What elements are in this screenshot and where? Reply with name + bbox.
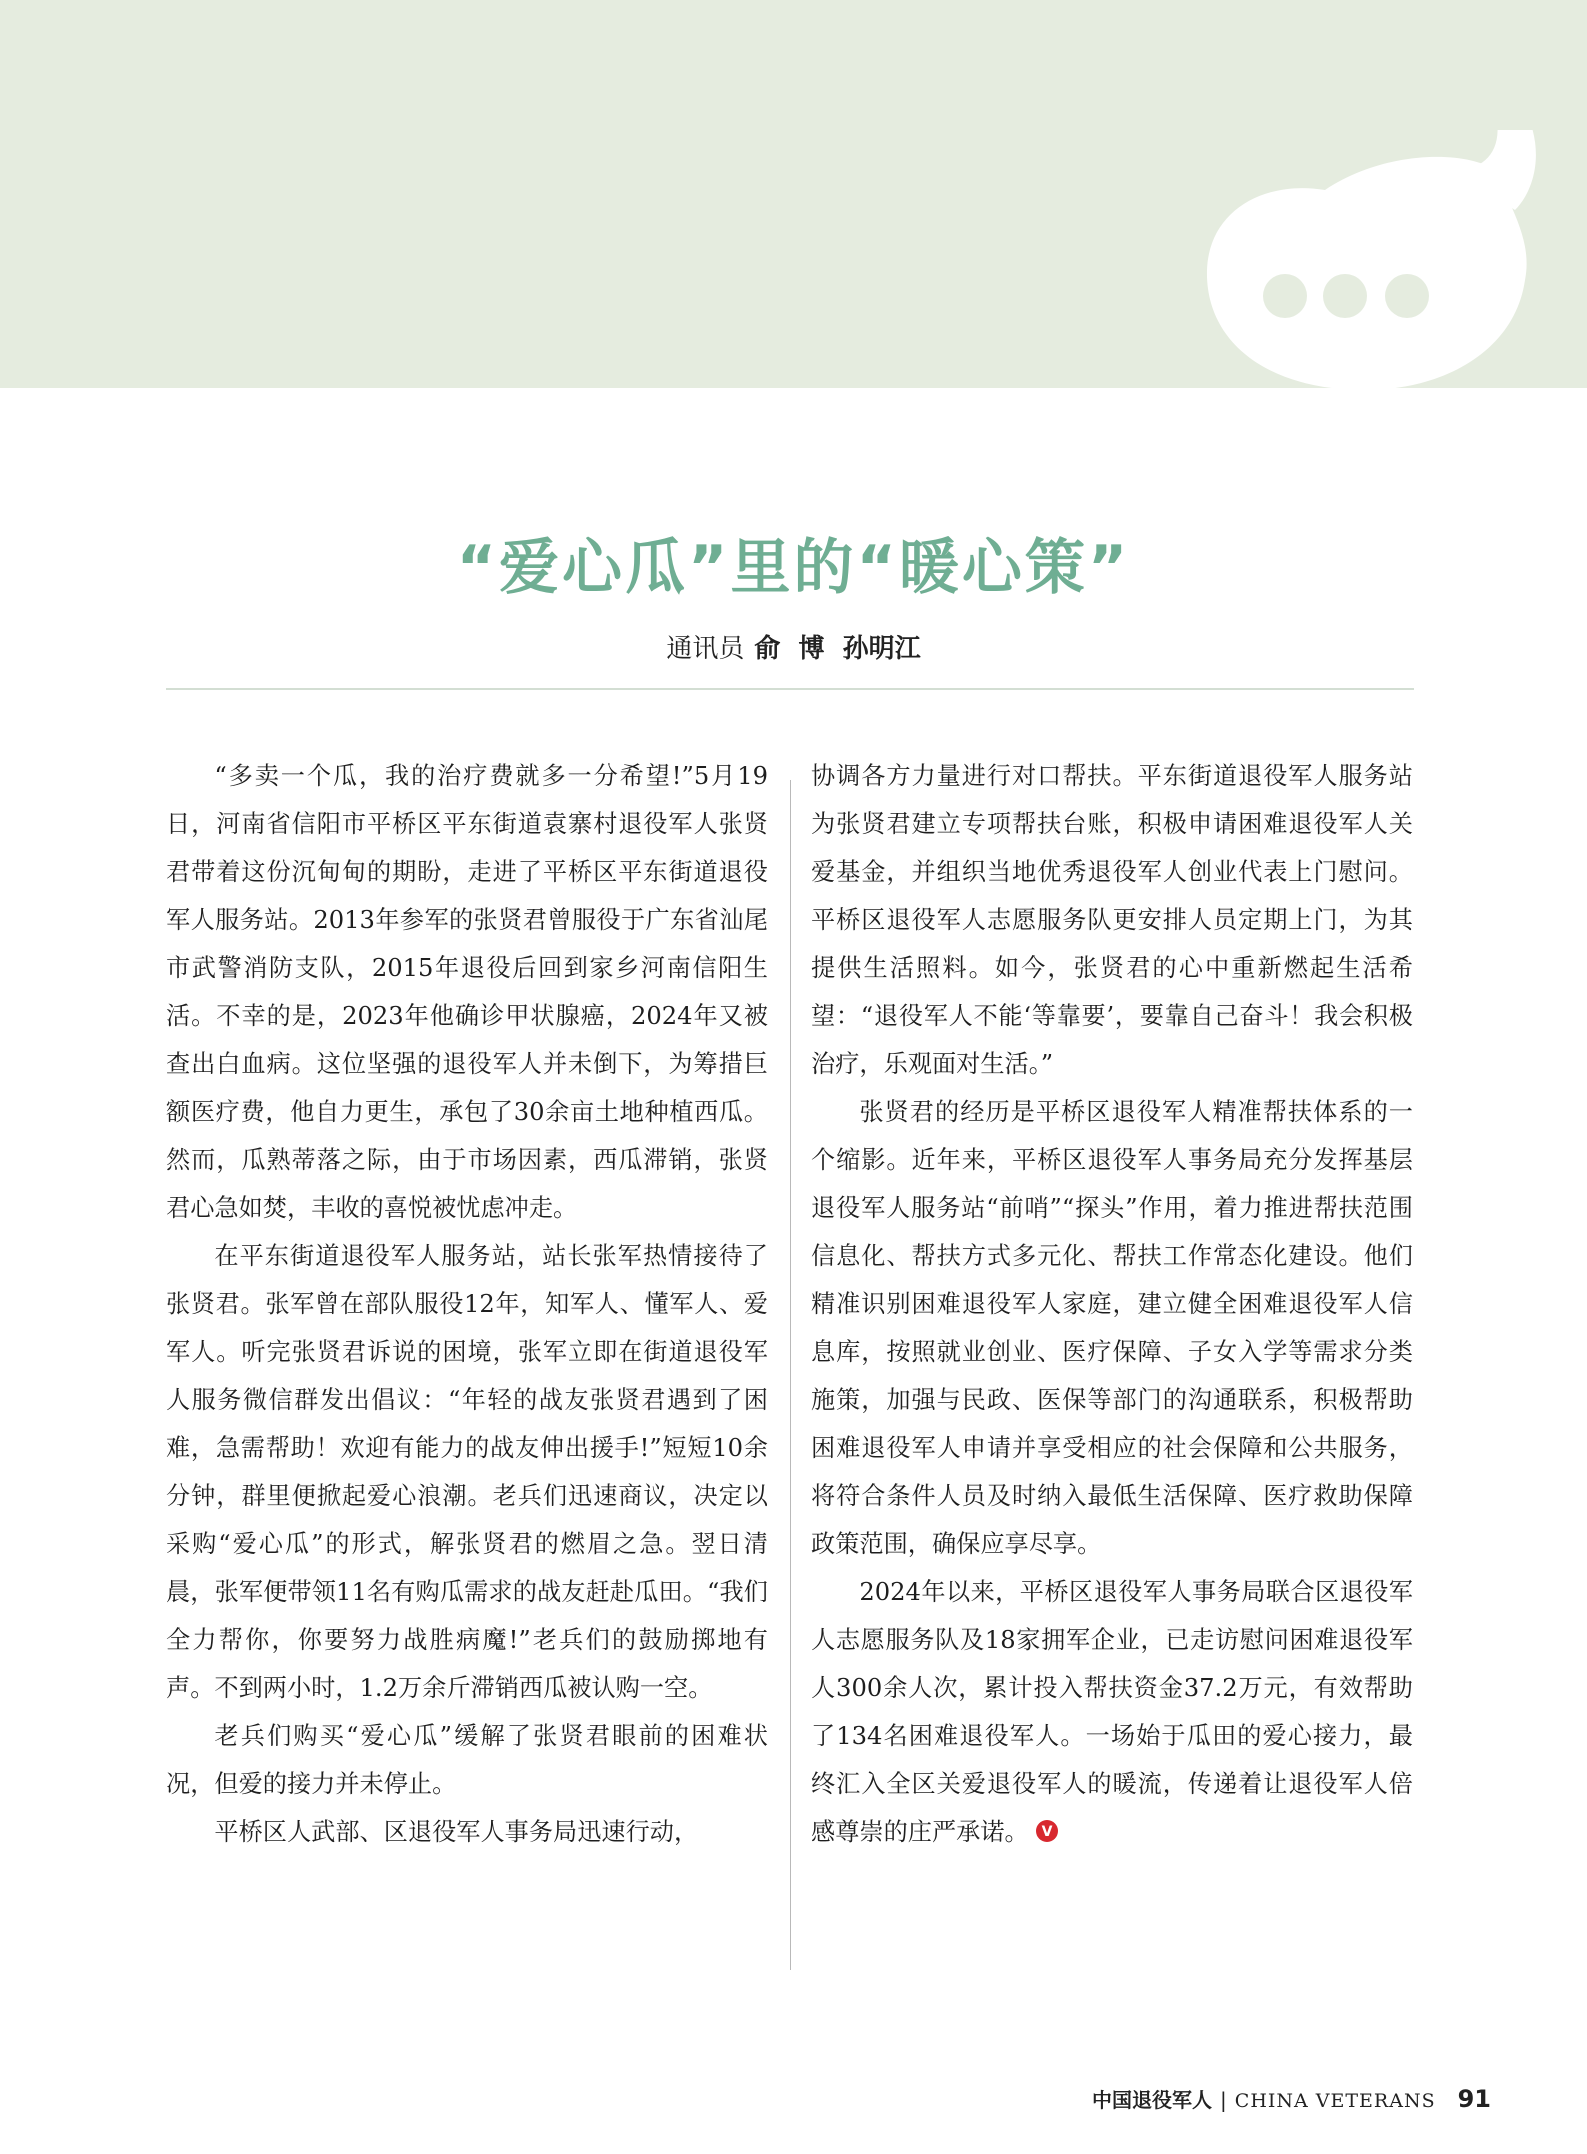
paragraph: 平桥区人武部、区退役军人事务局迅速行动， (214, 1818, 699, 1846)
title-divider (166, 688, 1414, 690)
end-mark-icon (1035, 1819, 1059, 1843)
byline (0, 628, 1587, 665)
paragraph: 老兵们购买“爱心瓜”缓解了张贤君眼前的困难状况，但爱的接力并未停止。 (166, 1722, 768, 1798)
article-title: “爱心瓜”里的“暖心策” (456, 533, 1131, 603)
magazine-name-cn: 中国退役军人 (1092, 2088, 1213, 2112)
paragraph (811, 1568, 1413, 1856)
paragraph: “多卖一个瓜，我的治疗费就多一分希望!”5月19日，河南省信阳市平桥区平东街道袁寨村退役军人张贤君带着这份沉甸甸的期盼，走进了平桥区平东街道退役军人服务站。2013年参军的张贤君曾服役于广东省汕尾市武警消防支队，2015年退役后回到家乡河南信阳生活。不幸的是，2023年他确诊甲状腺癌，2024年又被查出白血病。这位坚强的退役军人并未倒下，为筹措巨额医疗费，他自力更生，承包了30余亩土地种植西瓜。然而，瓜熟蒂落之际，由于市场因素，西瓜滞销，张贤君心急如焚，丰收的喜悦被忧虑冲走。 (166, 762, 768, 1222)
paragraph-continued: 协调各方力量进行对口帮扶。平东街道退役军人服务站为张贤君建立专项帮扶台账，积极申请困难退役军人关爱基金，并组织当地优秀退役军人创业代表上门慰问。平桥区退役军人志愿服务队更安排人员定期上门，为其提供生活照料。如今，张贤君的心中重新燃起生活希望：“退役军人不能‘等靠要’，要靠自己奋斗！我会积极治疗，乐观面对生活。” (811, 762, 1413, 1078)
header-banner (0, 0, 1587, 388)
page-number: 91 (1457, 2085, 1491, 2113)
end-mark-glyph: V (1041, 1824, 1053, 1840)
paragraph: 在平东街道退役军人服务站，站长张军热情接待了张贤君。张军曾在部队服役12年，知军人、懂军人、爱军人。听完张贤君诉说的困境，张军立即在街道退役军人服务微信群发出倡议：“年轻的战友张贤君遇到了困难，急需帮助！欢迎有能力的战友伸出援手!”短短10余分钟，群里便掀起爱心浪潮。老兵们迅速商议，决定以采购“爱心瓜”的形式，解张贤君的燃眉之急。翌日清晨，张军便带领11名有购瓜需求的战友赶赴瓜田。“我们全力帮你，你要努力战胜病魔!”老兵们的鼓励掷地有声。不到两小时，1.2万余斤滞销西瓜被认购一空。 (166, 1242, 768, 1702)
footer-separator: | (1220, 2088, 1227, 2112)
paragraph: 张贤君的经历是平桥区退役军人精准帮扶体系的一个缩影。近年来，平桥区退役军人事务局充分发挥基层退役军人服务站“前哨”“探头”作用，着力推进帮扶范围信息化、帮扶方式多元化、帮扶工作常态化建设。他们精准识别困难退役军人家庭，建立健全困难退役军人信息库，按照就业创业、医疗保障、子女入学等需求分类施策，加强与民政、医保等部门的沟通联系，积极帮助困难退役军人申请并享受相应的社会保障和公共服务，将符合条件人员及时纳入最低生活保障、医疗救助保障政策范围，确保应享尽享。 (811, 1098, 1413, 1558)
byline-authors: 俞 博 孙明江 (754, 634, 921, 664)
article-column-left (166, 752, 768, 1856)
speech-bubble-icon (1195, 130, 1555, 388)
article-column-right (811, 752, 1413, 1856)
page-footer (1092, 2084, 1491, 2113)
byline-role: 通讯员 (666, 634, 745, 664)
column-divider (790, 780, 791, 1970)
magazine-name-en: CHINA VETERANS (1234, 2090, 1436, 2112)
paragraph-text: 2024年以来，平桥区退役军人事务局联合区退役军人志愿服务队及18家拥军企业，已走访慰问困难退役军人300余人次，累计投入帮扶资金37.2万元，有效帮助了134名困难退役军人。一场始于瓜田的爱心接力，最终汇入全区关爱退役军人的暖流，传递着让退役军人倍感尊崇的庄严承诺。 (811, 1578, 1413, 1846)
